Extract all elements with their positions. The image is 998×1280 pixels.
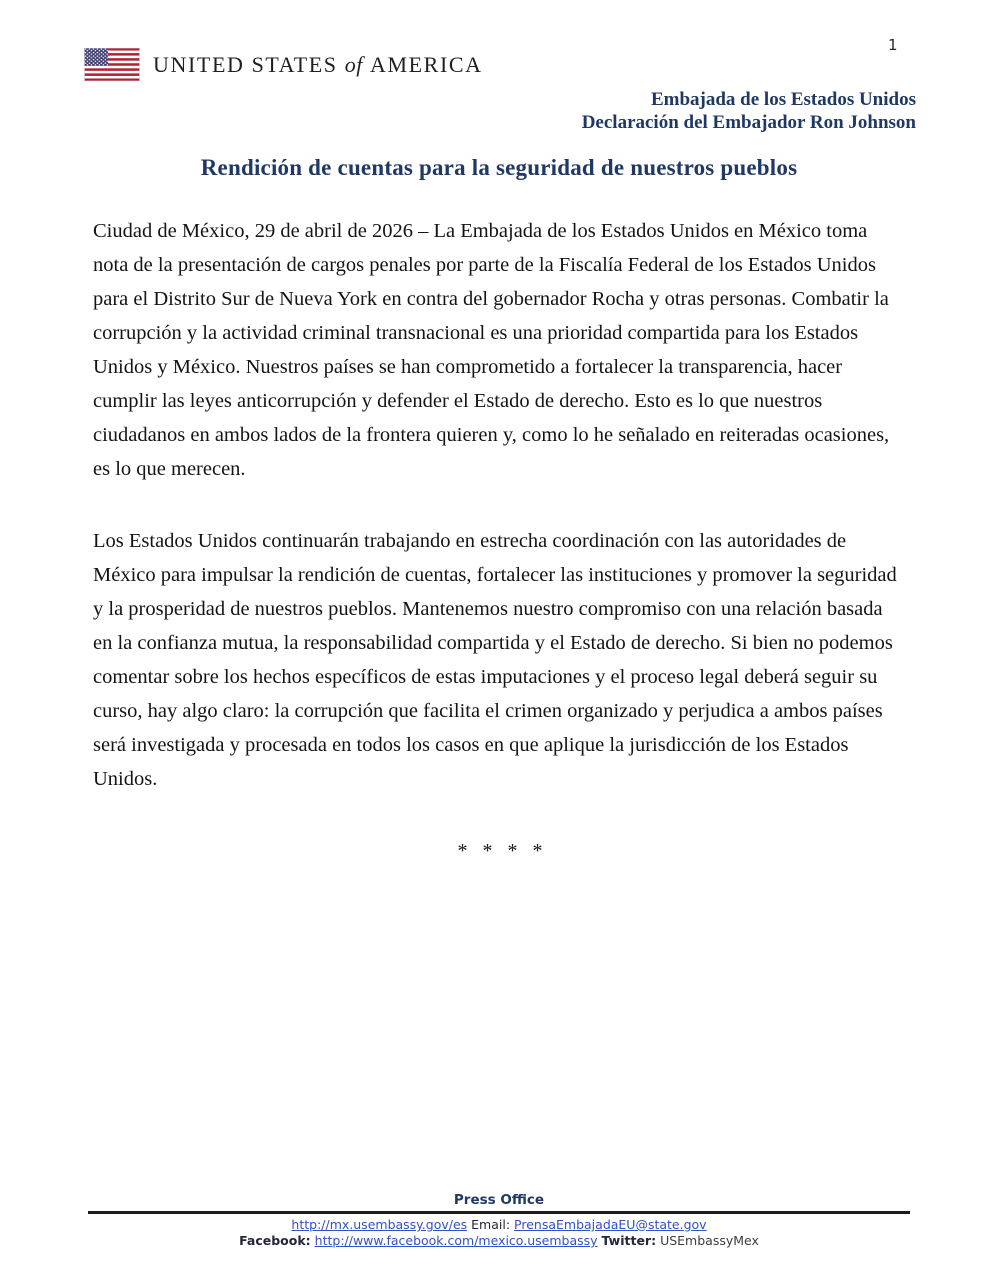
embassy-line-1: Embajada de los Estados Unidos (650, 89, 916, 110)
email-label: Email: (471, 1217, 511, 1232)
facebook-link[interactable]: http://www.facebook.com/mexico.usembassy (314, 1233, 598, 1248)
wordmark-pre: UNITED STATES (153, 51, 338, 77)
footer-contact-line (0, 1217, 998, 1233)
embassy-line-2: Declaración del Embajador Ron Johnson (581, 112, 916, 133)
wordmark-of: of (344, 51, 363, 77)
footer-social-line (0, 1233, 998, 1249)
footer-divider (88, 1211, 910, 1214)
letterhead (84, 48, 483, 81)
us-flag-icon (84, 48, 140, 81)
twitter-handle: USEmbassyMex (660, 1233, 759, 1248)
twitter-label: Twitter: (601, 1233, 657, 1248)
press-office-heading: Press Office (453, 1192, 545, 1208)
wordmark-united-states-of-america (153, 52, 483, 78)
embassy-website-link[interactable]: http://mx.usembassy.gov/es (291, 1217, 468, 1232)
body-paragraph: Los Estados Unidos continuarán trabajando en estrecha coordinación con las autoridades de México para impulsar la rendición de cuentas, fortalecer las instituciones y promover la seguridad y la prosperidad de nuestros pueblos. Mantenemos nuestro compromiso con una relación basada en la confianza mutua, la responsabilidad compartida y el Estado de derecho. Si bien no podemos comentar sobre los hechos específicos de estas imputaciones y el proceso legal deberá seguir su curso, hay algo claro: la corrupción que facilita el crimen organizado y perjudica a ambos países será investigada y procesada en todos los casos en que aplique la jurisdicción de los Estados Unidos. (93, 530, 897, 790)
document-body (93, 214, 907, 868)
facebook-label: Facebook: (239, 1233, 311, 1248)
embassy-header (582, 88, 916, 134)
footer (0, 1192, 998, 1249)
page-number: 1 (888, 36, 898, 54)
press-email-link[interactable]: PrensaEmbajadaEU@state.gov (514, 1217, 707, 1232)
body-paragraph: Ciudad de México, 29 de abril de 2026 – La Embajada de los Estados Unidos en México toma nota de la presentación de cargos penales por parte de la Fiscalía Federal de los Estados Unidos para el Distrito Sur de Nueva York en contra del gobernador Rocha y otras personas. Combatir la corrupción y la actividad criminal transnacional es una prioridad compartida para los Estados Unidos y México. Nuestros países se han comprometido a fortalecer la transparencia, hacer cumplir las leyes anticorrupción y defender el Estado de derecho. Esto es lo que nuestros ciudadanos en ambos lados de la frontera quieren y, como lo he señalado en reiteradas ocasiones, es lo que merecen. (93, 220, 890, 480)
document-title: Rendición de cuentas para la seguridad de nuestros pueblos (200, 155, 798, 180)
wordmark-post: AMERICA (369, 51, 483, 77)
asterisk-separator: * * * * (457, 840, 543, 862)
